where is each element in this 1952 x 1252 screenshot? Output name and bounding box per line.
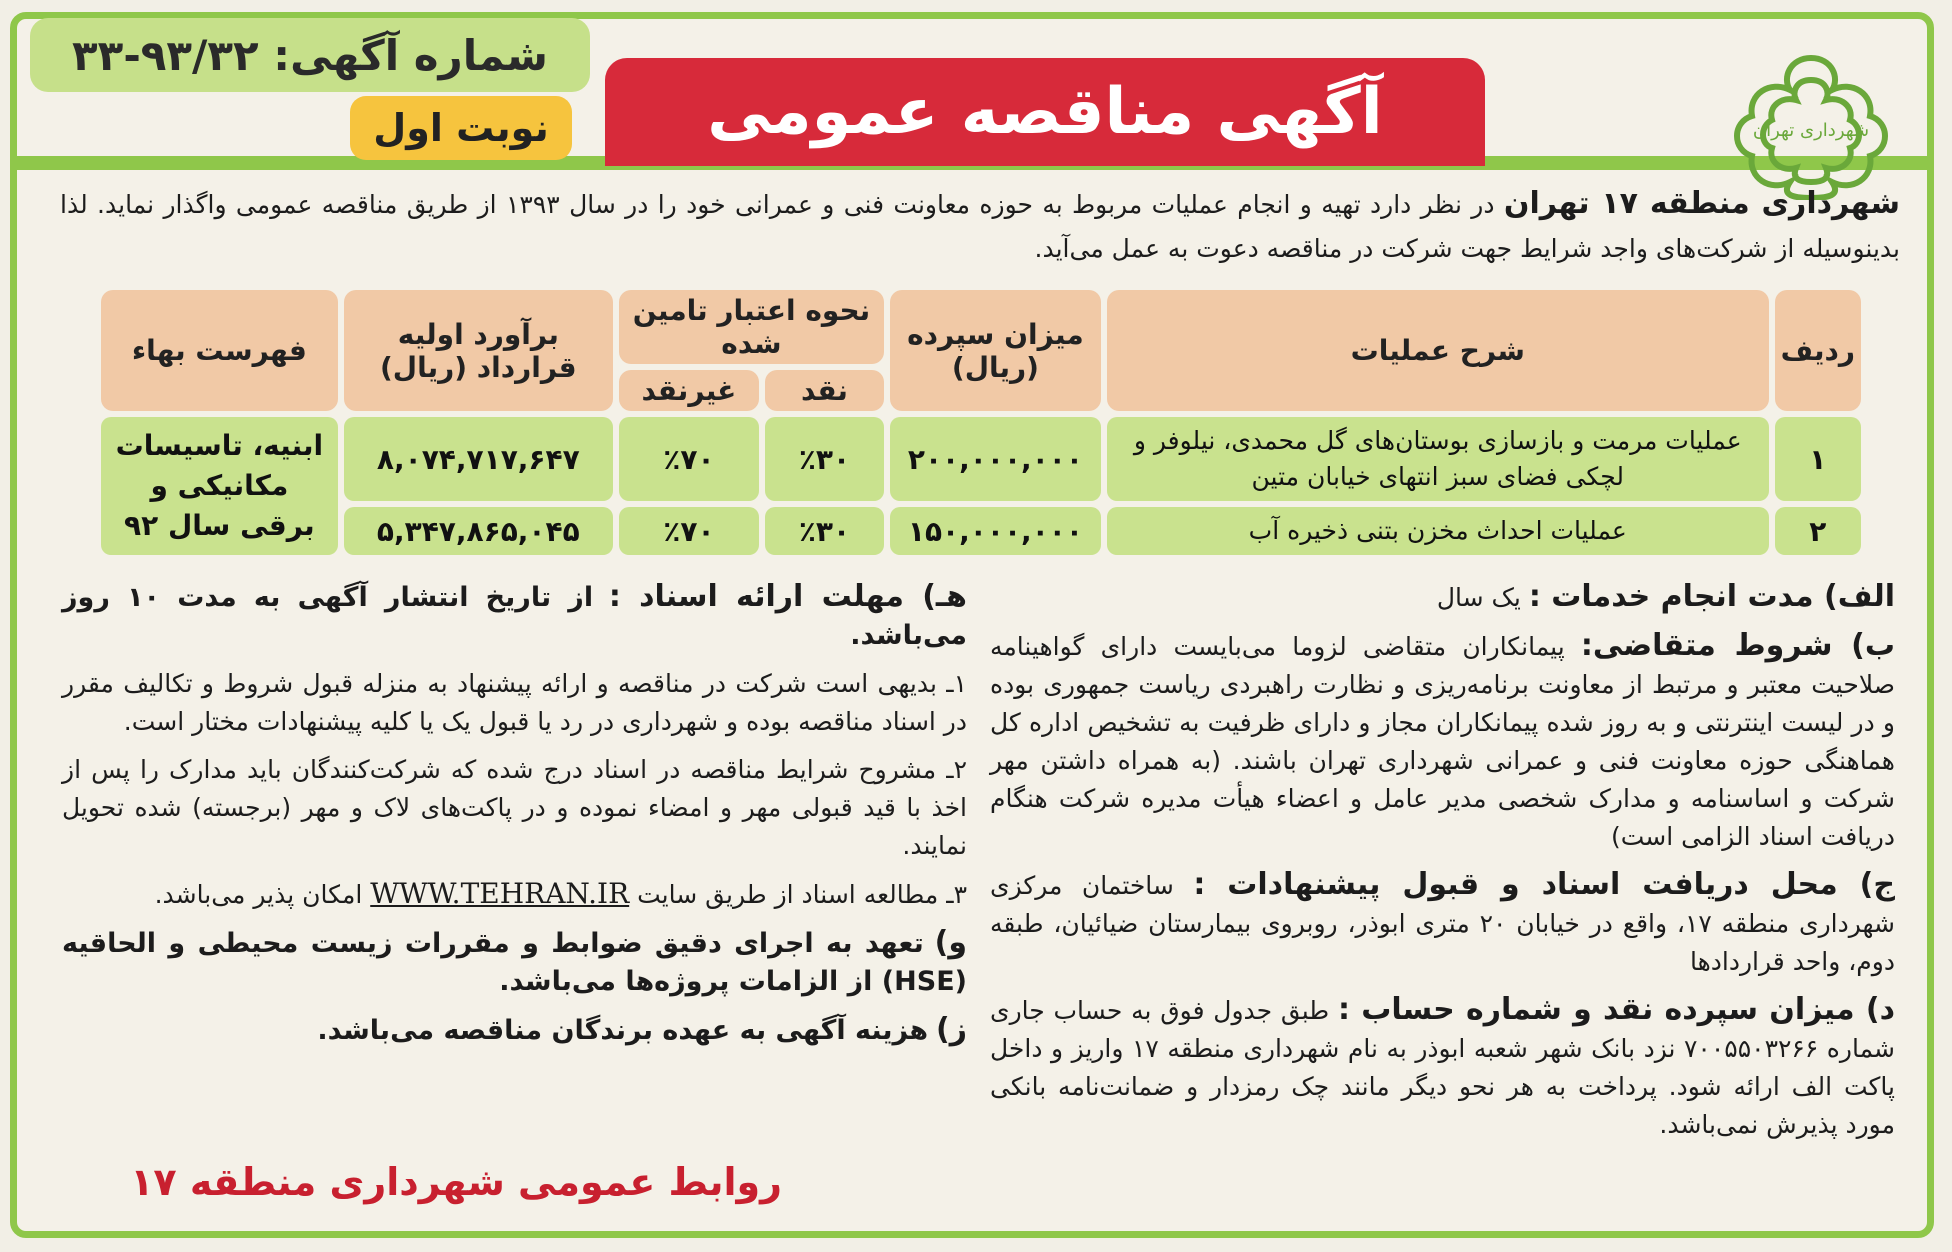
header-price-list: فهرست بهاء [101, 290, 338, 411]
row-deposit: ۲۰۰,۰۰۰,۰۰۰ [890, 417, 1101, 501]
section-a-text: یک سال [1436, 583, 1521, 612]
section-g [62, 1011, 967, 1050]
note-3 [62, 875, 967, 914]
header-row: ردیف [1775, 290, 1861, 411]
row-description: عملیات مرمت و بازسازی بوستان‌های گل محمدی، نیلوفر و لچکی فضای سبز انتهای خیابان متین [1107, 417, 1769, 501]
row-noncash: ٪۷۰ [619, 507, 759, 555]
footer-signature: روابط عمومی شهرداری منطقه ۱۷ [130, 1160, 782, 1204]
ad-number-badge [30, 18, 590, 92]
tehran-municipality-logo-icon [1722, 50, 1900, 200]
section-c-heading: ج) محل دریافت اسناد و قبول پیشنهادات : [1193, 867, 1895, 902]
header-description: شرح عملیات [1107, 290, 1769, 411]
section-g-heading: ز) [936, 1012, 967, 1047]
price-list-cell: ابنیه، تاسیسات مکانیکی و برقی سال ۹۲ [101, 417, 338, 555]
row-noncash: ٪۷۰ [619, 417, 759, 501]
row-description: عملیات احداث مخزن بتنی ذخیره آب [1107, 507, 1769, 555]
header-noncash: غیرنقد [619, 370, 759, 411]
row-cash: ٪۳۰ [765, 507, 884, 555]
note-2: ۲ـ مشروح شرایط مناقصه در اسناد درج شده که شرکت‌کنندگان باید مدارک را پس از اخذ با قید قبولی مهر و امضاء نموده و در پاکت‌های لاک و مهر (برجسته) شده تحویل نمایند. [62, 755, 967, 860]
table-row [101, 507, 1861, 555]
section-d-text: طبق جدول فوق به حساب جاری شماره ۷۰۰۵۵۰۳۲۶۶ نزد بانک شهر شعبه ابوذر به نام شهرداری منطقه ۱۷ واریز و داخل پاکت الف ارائه شود. پرداخت به هر نحو دیگر مانند چک رمزدار و ضمانت‌نامه بانکی مورد پذیرش نمی‌باشد. [990, 996, 1895, 1139]
website-link[interactable]: WWW.TEHRAN.IR [370, 877, 630, 910]
intro-paragraph [60, 182, 1900, 271]
right-column [990, 578, 1895, 1154]
operations-table [95, 284, 1867, 561]
round-text: نوبت اول [373, 106, 549, 150]
row-number: ۱ [1775, 417, 1861, 501]
note-3-pre: ۳ـ مطالعه اسناد از طریق سایت [637, 880, 967, 909]
header-deposit: میزان سپرده (ریال) [890, 290, 1101, 411]
section-f-text: تعهد به اجرای دقیق ضوابط و مقررات زیست محیطی و الحاقیه (HSE) از الزامات پروژه‌ها می‌باشد. [62, 928, 967, 997]
header-estimate: برآورد اولیه قرارداد (ریال) [344, 290, 613, 411]
note-1: ۱ـ بدیهی است شرکت در مناقصه و ارائه پیشنهاد به منزله قبول شروط و تکالیف مقرر در اسناد مناقصه بوده و شهرداری در رد یا قبول یک یا کلیه پیشنهادات مختار است. [62, 669, 967, 736]
page-title: آگهی مناقصه عمومی [707, 75, 1383, 149]
section-b-heading: ب) شروط متقاضی: [1580, 628, 1895, 663]
table-row [101, 417, 1861, 501]
section-f-heading: و) [934, 925, 967, 960]
section-g-text: هزینه آگهی به عهده برندگان مناقصه می‌باشد. [317, 1015, 929, 1046]
left-column [62, 578, 967, 1060]
row-cash: ٪۳۰ [765, 417, 884, 501]
section-f [62, 924, 967, 1001]
section-c-text: ساختمان مرکزی شهرداری منطقه ۱۷، واقع در خیابان ۲۰ متری ابوذر، روبروی بیمارستان ضیائیان، طبقه دوم، واحد قراردادها [990, 871, 1896, 976]
header-cash: نقد [765, 370, 884, 411]
section-a-heading: الف) مدت انجام خدمات : [1528, 579, 1895, 614]
round-badge [350, 96, 572, 160]
section-d-heading: د) میزان سپرده نقد و شماره حساب : [1337, 992, 1895, 1027]
row-estimate: ۸,۰۷۴,۷۱۷,۶۴۷ [344, 417, 613, 501]
ad-number-text: شماره آگهی: ۹۳/۳۲-۳۳ [72, 30, 548, 80]
org-name: شهرداری منطقه ۱۷ تهران [1503, 186, 1900, 221]
svg-text:شهرداری تهران: شهرداری تهران [1752, 120, 1870, 141]
header-funding: نحوه اعتبار تامین شده [619, 290, 884, 364]
section-d [990, 991, 1895, 1144]
row-number: ۲ [1775, 507, 1861, 555]
section-e-text: از تاریخ انتشار آگهی به مدت ۱۰ روز می‌باشد. [62, 582, 967, 651]
row-deposit: ۱۵۰,۰۰۰,۰۰۰ [890, 507, 1101, 555]
note-3-post: امکان پذیر می‌باشد. [154, 880, 363, 909]
section-c [990, 866, 1895, 981]
intro-text: در نظر دارد تهیه و انجام عملیات مربوط به حوزه معاونت فنی و عمرانی خود را در سال ۱۳۹۳ از طریق مناقصه عمومی واگذار نماید. لذا بدینوسیله از شرکت‌های واجد شرایط جهت شرکت در مناقصه دعوت به عمل می‌آید. [60, 190, 1900, 263]
section-e [62, 578, 967, 655]
section-b [990, 627, 1895, 856]
section-e-heading: هـ) مهلت ارائه اسناد : [608, 579, 967, 614]
section-a [990, 578, 1895, 617]
row-estimate: ۵,۳۴۷,۸۶۵,۰۴۵ [344, 507, 613, 555]
section-b-text: پیمانکاران متقاضی لزوما می‌بایست دارای گواهینامه صلاحیت معتبر و مرتبط از معاونت برنامه‌ریزی و نظارت راهبردی ریاست جمهوری بوده و در لیست اینترنتی و به روز شده پیمانکاران مجاز و دارای ظرفیت به تشخیص اداره کل هماهنگی حوزه معاونت فنی و عمرانی شهرداری تهران باشند. (به همراه داشتن مهر شرکت و اساسنامه و مدارک شخصی مدیر عامل و اعضاء هیأت مدیره شرکت هنگام دریافت اسناد الزامی است) [990, 632, 1895, 851]
title-banner [605, 58, 1485, 166]
